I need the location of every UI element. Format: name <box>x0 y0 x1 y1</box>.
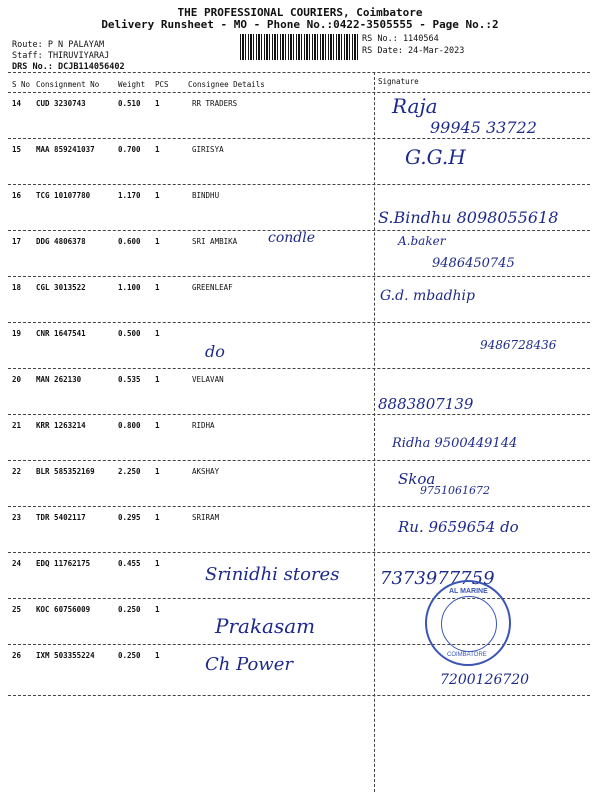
row-pcs: 1 <box>155 191 160 200</box>
row-consignee: SRIRAM <box>192 513 220 522</box>
row-weight: 0.250 <box>118 651 141 660</box>
row-consignment: CGL 3013522 <box>36 283 86 292</box>
row-consignee: AKSHAY <box>192 467 220 476</box>
row-consignment: TCG 10107780 <box>36 191 91 200</box>
row-pcs: 1 <box>155 283 160 292</box>
barcode <box>240 34 358 60</box>
row-consignee: RIDHA <box>192 421 215 430</box>
row-consignment: CNR 1647541 <box>36 329 86 338</box>
row-consignee: GIRISYA <box>192 145 224 154</box>
row-pcs: 1 <box>155 99 160 108</box>
row-divider <box>8 695 590 696</box>
row-weight: 1.100 <box>118 283 141 292</box>
row-sno: 17 <box>12 237 22 246</box>
staff-label: Staff: THIRUVIYARAJ <box>12 51 110 61</box>
row-consignment: EDQ 11762175 <box>36 559 91 568</box>
row-sno: 16 <box>12 191 22 200</box>
company-stamp <box>425 580 511 666</box>
col-header-signature: Signature <box>378 77 419 86</box>
row-sno: 21 <box>12 421 22 430</box>
signature-row-14: Raja <box>392 94 438 118</box>
row-pcs: 1 <box>155 237 160 246</box>
row-weight: 0.700 <box>118 145 141 154</box>
row-sno: 20 <box>12 375 22 384</box>
drs-number: DRS No.: DCJB114056402 <box>12 62 125 72</box>
row-weight: 0.600 <box>118 237 141 246</box>
mark-row-19: do <box>205 342 225 361</box>
col-header-consignment: Consignment No <box>36 80 100 89</box>
signature-row-21: Ridha 9500449144 <box>392 436 518 451</box>
signature-row-23: Ru. 9659654 do <box>398 518 519 536</box>
row-pcs: 1 <box>155 605 160 614</box>
row-pcs: 1 <box>155 651 160 660</box>
table-row <box>0 461 600 506</box>
col-header-pcs: PCS <box>155 80 169 89</box>
row-consignment: KOC 60756009 <box>36 605 91 614</box>
row-sno: 19 <box>12 329 22 338</box>
row-weight: 0.500 <box>118 329 141 338</box>
mark-row-17: condle <box>268 230 316 246</box>
row-consignee: SRI AMBIKA <box>192 237 238 246</box>
signature-row-24: Srinidhi stores <box>205 564 340 585</box>
row-sno: 22 <box>12 467 22 476</box>
route-label: Route: P N PALAYAM <box>12 40 105 50</box>
table-row <box>0 139 600 184</box>
row-consignee: RR TRADERS <box>192 99 238 108</box>
row-weight: 0.250 <box>118 605 141 614</box>
phone-row-26: 7200126720 <box>440 672 530 688</box>
phone-row-22: 9751061672 <box>420 484 490 497</box>
row-weight: 2.250 <box>118 467 141 476</box>
row-weight: 0.800 <box>118 421 141 430</box>
row-pcs: 1 <box>155 145 160 154</box>
row-weight: 0.510 <box>118 99 141 108</box>
stamp-inner-ring <box>441 596 497 652</box>
company-title: THE PROFESSIONAL COURIERS, Coimbatore <box>177 6 423 19</box>
phone-row-17: 9486450745 <box>432 256 515 271</box>
phone-row-14: 99945 33722 <box>430 118 537 137</box>
row-sno: 18 <box>12 283 22 292</box>
row-consignment: MAN 262130 <box>36 375 82 384</box>
row-consignment: KRR 1263214 <box>36 421 86 430</box>
row-consignment: MAA 859241037 <box>36 145 95 154</box>
row-consignment: IXM 503355224 <box>36 651 95 660</box>
row-weight: 0.535 <box>118 375 141 384</box>
stamp-text-top: AL MARINE <box>449 588 488 595</box>
phone-row-19: 9486728436 <box>480 338 557 352</box>
row-consignee: GREENLEAF <box>192 283 233 292</box>
signature-row-20: 8883807139 <box>378 395 474 413</box>
signature-row-26: Ch Power <box>205 654 293 675</box>
row-sno: 25 <box>12 605 22 614</box>
stamp-text-bottom: COIMBATORE <box>447 652 487 658</box>
row-pcs: 1 <box>155 421 160 430</box>
row-consignment: BLR 585352169 <box>36 467 95 476</box>
row-sno: 14 <box>12 99 22 108</box>
signature-row-16: S.Bindhu 8098055618 <box>378 208 559 227</box>
row-sno: 15 <box>12 145 22 154</box>
signature-row-17: A.baker <box>398 234 446 248</box>
rs-number: RS No.: 1140564 <box>362 34 439 44</box>
row-sno: 24 <box>12 559 22 568</box>
table-row <box>0 277 600 322</box>
row-sno: 26 <box>12 651 22 660</box>
col-header-consignee: Consignee Details <box>188 80 265 89</box>
signature-row-22: Skoa <box>398 470 436 488</box>
row-weight: 0.455 <box>118 559 141 568</box>
header-top-rule <box>8 72 590 73</box>
row-consignment: TDR 5402117 <box>36 513 86 522</box>
phone-row-24: 7373977759 <box>380 568 495 589</box>
row-sno: 23 <box>12 513 22 522</box>
row-pcs: 1 <box>155 559 160 568</box>
row-consignee: VELAVAN <box>192 375 224 384</box>
row-pcs: 1 <box>155 329 160 338</box>
row-consignee: BINDHU <box>192 191 220 200</box>
row-weight: 1.170 <box>118 191 141 200</box>
row-consignment: CUD 3230743 <box>36 99 86 108</box>
table-row <box>0 369 600 414</box>
runsheet-subtitle: Delivery Runsheet - MO - Phone No.:0422-3505555 - Page No.:2 <box>101 18 499 31</box>
signature-row-25: Prakasam <box>215 614 316 638</box>
row-consignment: DDG 4806378 <box>36 237 86 246</box>
rs-date: RS Date: 24-Mar-2023 <box>362 46 465 56</box>
signature-row-18: G.d. mbadhip <box>380 288 475 304</box>
col-header-weight: Weight <box>118 80 146 89</box>
col-header-sno: S No <box>12 80 31 89</box>
signature-row-15: G.G.H <box>405 145 466 169</box>
row-pcs: 1 <box>155 513 160 522</box>
row-pcs: 1 <box>155 375 160 384</box>
row-weight: 0.295 <box>118 513 141 522</box>
row-pcs: 1 <box>155 467 160 476</box>
